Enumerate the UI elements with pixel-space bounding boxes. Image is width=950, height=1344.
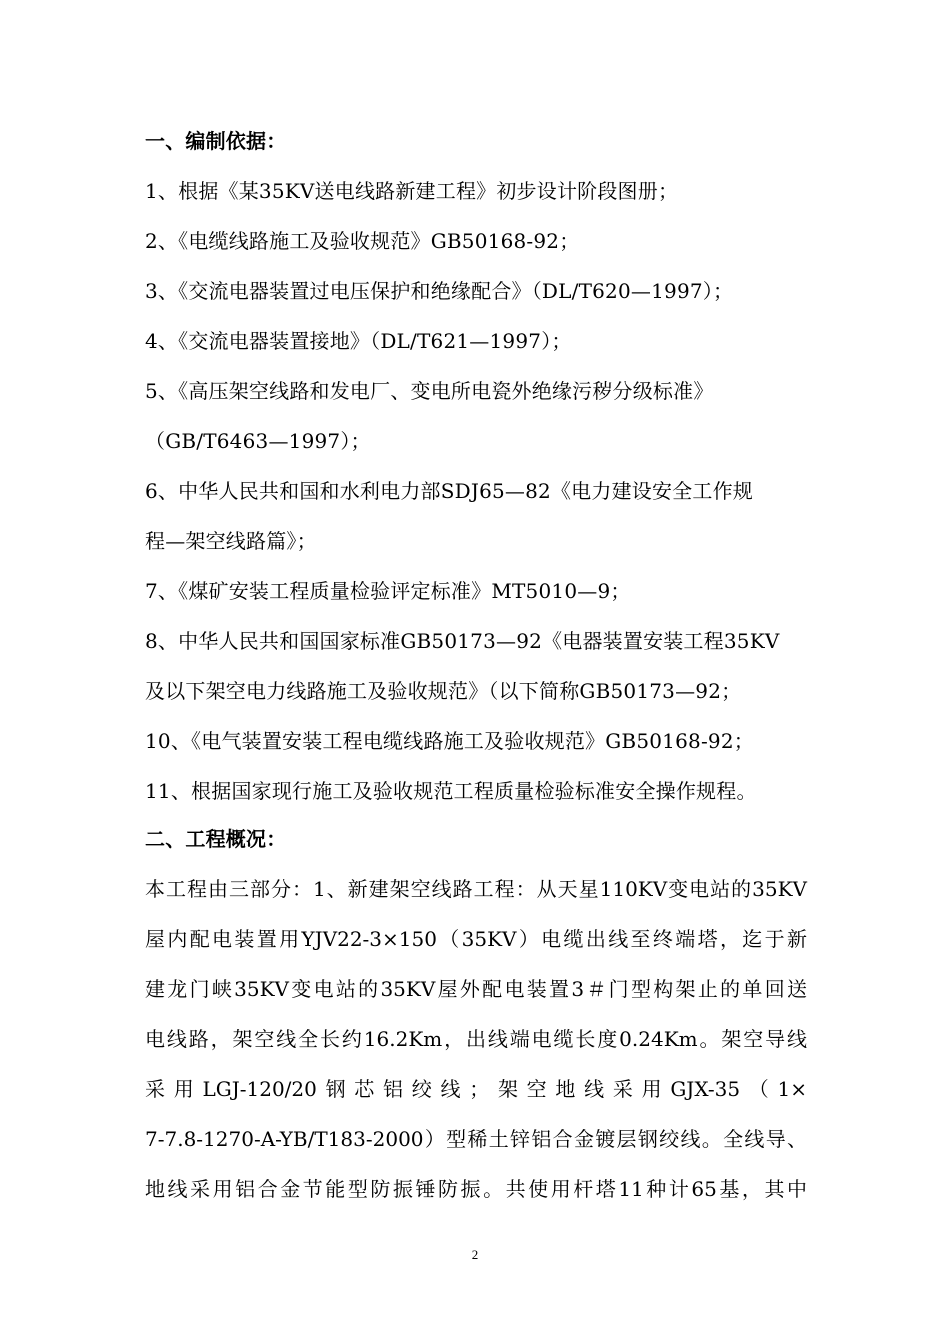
basis-item-6: 6、中华人民共和国和水利电力部SDJ65—82《电力建设安全工作规 [145,479,753,503]
basis-item-2: 2、《电缆线路施工及验收规范》GB50168-92； [145,229,580,253]
basis-item-5: 5、《高压架空线路和发电厂、变电所电瓷外绝缘污秽分级标准》 [145,379,714,403]
overview-line-5: 采用LGJ-120/20钢芯铝绞线；架空地线采用GJX-35（1× [145,1077,807,1101]
overview-line-2: 屋内配电装置用YJV22-3×150（35KV）电缆出线至终端塔，迄于新 [145,927,807,951]
basis-item-11: 11、根据国家现行施工及验收规范工程质量检验标准安全操作规程。 [145,779,757,803]
basis-item-7: 7、《煤矿安装工程质量检验评定标准》MT5010—9； [145,579,631,603]
overview-line-1: 本工程由三部分：1、新建架空线路工程：从天星110KV变电站的35KV [145,877,807,901]
basis-item-8: 8、中华人民共和国国家标准GB50173—92《电器装置安装工程35KV [145,629,780,653]
basis-item-10: 10、《电气装置安装工程电缆线路施工及验收规范》GB50168-92； [145,729,754,753]
basis-item-5-cont: （GB/T6463—1997）； [145,429,371,453]
section-heading-basis: 一、编制依据： [145,129,287,153]
section-heading-overview: 二、工程概况： [145,827,287,851]
basis-item-1: 1、根据《某35KV送电线路新建工程》初步设计阶段图册； [145,179,679,203]
basis-item-6-cont: 程—架空线路篇》； [145,529,317,553]
basis-item-4: 4、《交流电器装置接地》（DL/T621—1997）； [145,329,572,353]
basis-item-8-cont: 及以下架空电力线路施工及验收规范》（以下简称GB50173—92； [145,679,742,703]
overview-line-3: 建龙门峡35KV变电站的35KV屋外配电装置3＃门型构架止的单回送 [145,977,807,1001]
overview-line-7: 地线采用铝合金节能型防振锤防振。共使用杆塔11种计65基，其中 [145,1177,807,1201]
page-number: 2 [471,1247,479,1262]
overview-line-4: 电线路，架空线全长约16.2Km，出线端电缆长度0.24Km。架空导线 [145,1027,807,1051]
overview-line-6: 7-7.8-1270-A-YB/T183-2000）型稀土锌铝合金镀层钢绞线。全线导、 [145,1127,807,1151]
basis-item-3: 3、《交流电器装置过电压保护和绝缘配合》（DL/T620—1997）； [145,279,734,303]
